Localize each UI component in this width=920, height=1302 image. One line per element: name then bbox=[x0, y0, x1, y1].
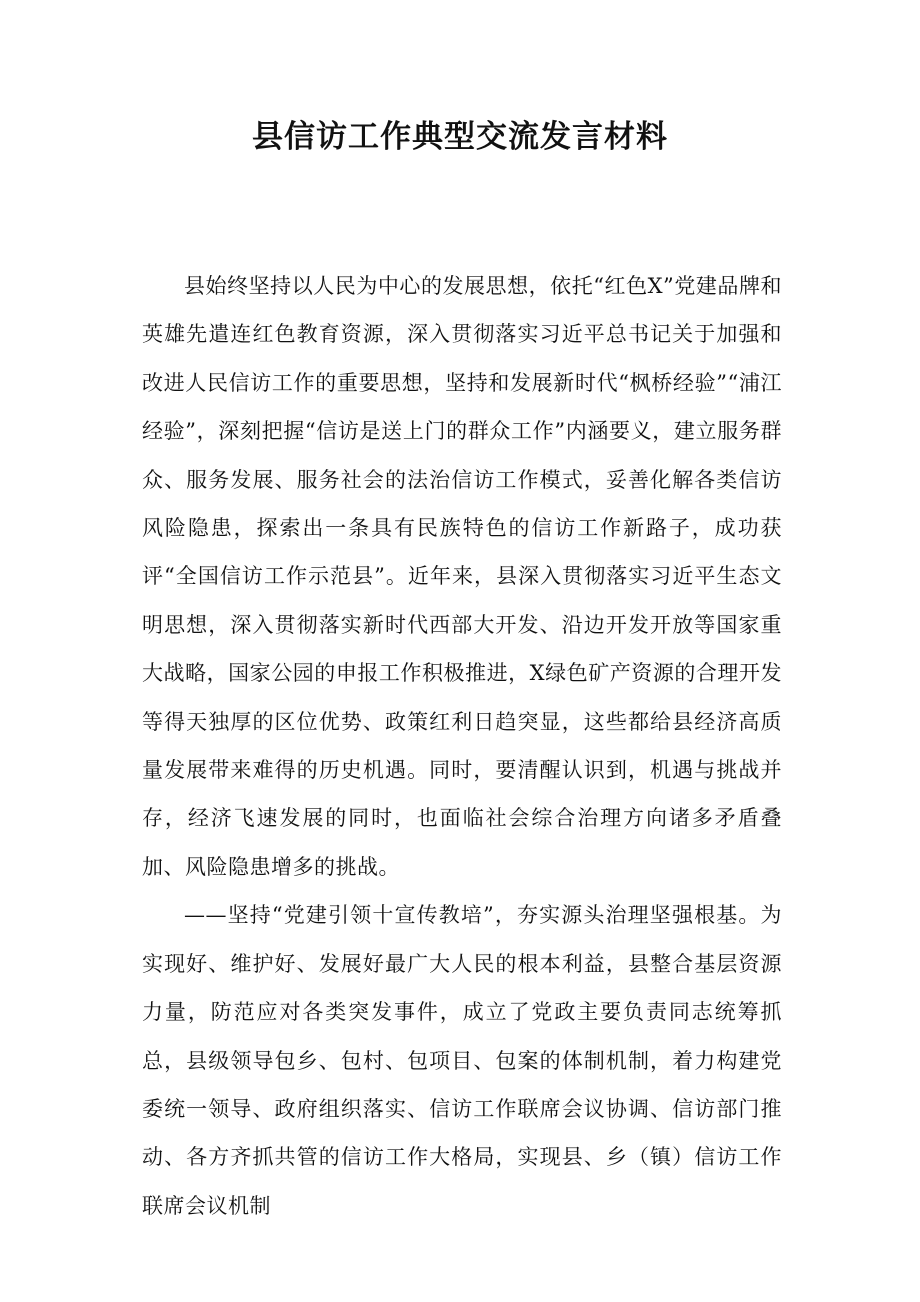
document-title: 县信访工作典型交流发言材料 bbox=[252, 119, 668, 155]
body-paragraph-2: ——坚持“党建引领十宣传教培”，夯实源头治理坚强根基。为实现好、维护好、发展好最广大人民的根本利益，县整合基层资源力量，防范应对各类突发事件，成立了党政主要负责同志统筹抓总，县级领导包乡、包村、包项目、包案的体制机制，着力构建党委统一领导、政府组织落实、信访工作联席会议协调、信访部门推动、各方齐抓共管的信访工作大格局，实现县、乡（镇）信访工作联席会议机制 bbox=[142, 903, 782, 1218]
body-paragraph-1: 县始终坚持以人民为中心的发展思想，依托“红色X”党建品牌和英雄先遣连红色教育资源，深入贯彻落实习近平总书记关于加强和改进人民信访工作的重要思想，坚持和发展新时代“枫桥经验”“浦江经验”，深刻把握“信访是送上门的群众工作”内涵要义，建立服务群众、服务发展、服务社会的法治信访工作模式，妥善化解各类信访风险隐患，探索出一条具有民族特色的信访工作新路子，成功获评“全国信访工作示范县”。近年来，县深入贯彻落实习近平生态文明思想，深入贯彻落实新时代西部大开发、沿边开发开放等国家重大战略，国家公园的申报工作积极推进，X绿色矿产资源的合理开发等得天独厚的区位优势、政策红利日趋突显，这些都给县经济高质量发展带来难得的历史机遇。同时，要清醒认识到，机遇与挑战并存，经济飞速发展的同时，也面临社会综合治理方向诸多矛盾叠加、风险隐患增多的挑战。 bbox=[142, 274, 782, 879]
document-body bbox=[142, 262, 782, 1230]
